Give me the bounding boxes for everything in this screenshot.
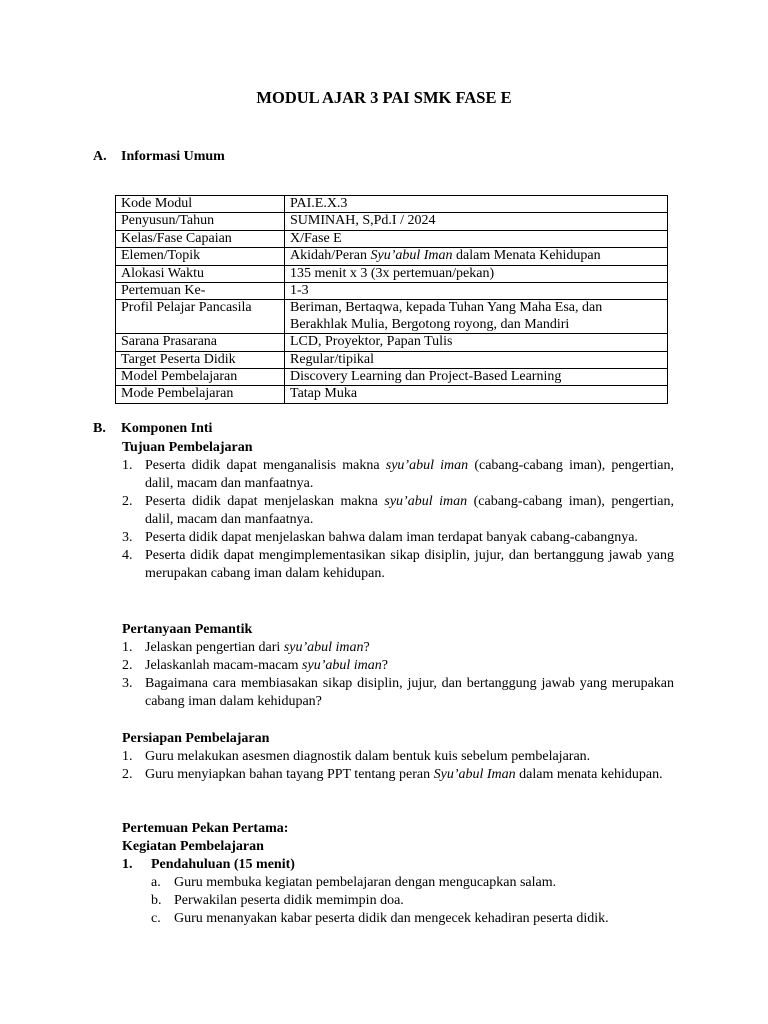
row-value: [285, 248, 668, 265]
row-key: Pertemuan Ke-: [116, 283, 285, 300]
row-value: LCD, Proyektor, Papan Tulis: [285, 334, 668, 351]
kegiatan-heading: Kegiatan Pembelajaran: [122, 839, 264, 854]
table-row: [116, 248, 668, 265]
list-item: 2. Guru menyiapkan bahan tayang PPT tentang peran Syu’abul Iman dalam menata kehidupan.: [122, 767, 663, 782]
table-row: [116, 334, 668, 351]
info-table: [115, 195, 668, 404]
section-a-letter: A.: [93, 149, 107, 164]
table-row: [116, 230, 668, 247]
value-text: dalam Menata Kehidupan: [452, 248, 601, 264]
row-value: Regular/tipikal: [285, 351, 668, 368]
row-key: Penyusun/Tahun: [116, 213, 285, 230]
persiapan-list: [122, 748, 674, 784]
row-key: Mode Pembelajaran: [116, 386, 285, 403]
row-key: Kode Modul: [116, 196, 285, 213]
pertanyaan-section: [122, 621, 674, 711]
list-item: 2. Peserta didik dapat menjelaskan makna syu’abul iman (cabang-cabang iman), pengertian, dalil, macam dan manfaatnya.: [122, 494, 674, 527]
list-item: 3. Bagaimana cara membiasakan sikap disiplin, jujur, dan bertanggung jawab yang merupakan cabang iman dalam kehidupan?: [122, 676, 674, 709]
row-value: Discovery Learning dan Project-Based Learning: [285, 369, 668, 386]
row-key: Alokasi Waktu: [116, 265, 285, 282]
pertanyaan-heading: Pertanyaan Pemantik: [122, 622, 253, 637]
list-item: 1. Peserta didik dapat menganalisis makna syu’abul iman (cabang-cabang iman), pengertian, dalil, macam dan manfaatnya.: [122, 458, 674, 491]
row-key: Profil Pelajar Pancasila: [116, 300, 285, 334]
row-value: 135 menit x 3 (3x pertemuan/pekan): [285, 265, 668, 282]
row-value: 1-3: [285, 283, 668, 300]
row-value: PAI.E.X.3: [285, 196, 668, 213]
page-title: MODUL AJAR 3 PAI SMK FASE E: [256, 88, 512, 107]
pertemuan-section: [122, 820, 682, 928]
value-text: Akidah/Peran: [290, 248, 371, 264]
list-item: 3. Peserta didik dapat menjelaskan bahwa dalam iman terdapat banyak cabang-cabangnya.: [122, 530, 638, 545]
tujuan-heading: Tujuan Pembelajaran: [122, 440, 253, 455]
section-a-title: Informasi Umum: [121, 149, 225, 164]
row-value: Beriman, Bertaqwa, kepada Tuhan Yang Maha Esa, dan Berakhlak Mulia, Bergotong royong, dan Mandiri: [285, 300, 668, 334]
list-item: 1. Guru melakukan asesmen diagnostik dalam bentuk kuis sebelum pembelajaran.: [122, 749, 591, 764]
table-row: [116, 300, 668, 334]
row-key: Sarana Prasarana: [116, 334, 285, 351]
pertanyaan-list: [122, 639, 674, 711]
table-row: [116, 351, 668, 368]
section-b-heading: [93, 421, 212, 437]
value-italic: Syu’abul Iman: [370, 248, 453, 264]
table-row: [116, 265, 668, 282]
table-row: [116, 196, 668, 213]
persiapan-heading: Persiapan Pembelajaran: [122, 731, 270, 746]
row-value: Tatap Muka: [285, 386, 668, 403]
row-value: X/Fase E: [285, 230, 668, 247]
list-item: c. Guru menanyakan kabar peserta didik dan mengecek kehadiran peserta didik.: [151, 911, 609, 926]
section-b-title: Komponen Inti: [121, 421, 213, 436]
table-row: [116, 369, 668, 386]
tujuan-section: [122, 439, 674, 583]
row-key: Kelas/Fase Capaian: [116, 230, 285, 247]
section-b-letter: B.: [93, 421, 106, 436]
list-item: 2. Jelaskanlah macam-macam syu’abul iman?: [122, 658, 388, 673]
list-item: b. Perwakilan peserta didik memimpin doa.: [151, 893, 404, 908]
list-item: 4. Peserta didik dapat mengimplementasikan sikap disiplin, jujur, dan bertanggung jawab yang merupakan cabang iman dalam kehidupan.: [122, 548, 674, 581]
pertemuan-heading: Pertemuan Pekan Pertama:: [122, 821, 289, 836]
table-row: [116, 386, 668, 403]
persiapan-section: [122, 730, 674, 784]
table-row: [116, 283, 668, 300]
row-key: Target Peserta Didik: [116, 351, 285, 368]
list-item: a. Guru membuka kegiatan pembelajaran dengan mengucapkan salam.: [151, 875, 557, 890]
table-row: [116, 213, 668, 230]
pendahuluan-list: [122, 874, 682, 928]
row-key: Model Pembelajaran: [116, 369, 285, 386]
tujuan-list: [122, 457, 674, 583]
section-a-heading: [93, 149, 225, 165]
list-item: 1. Jelaskan pengertian dari syu’abul iman?: [122, 640, 370, 655]
row-value: SUMINAH, S,Pd.I / 2024: [285, 213, 668, 230]
pendahuluan-heading: 1. Pendahuluan (15 menit): [122, 857, 295, 872]
row-key: Elemen/Topik: [116, 248, 285, 265]
